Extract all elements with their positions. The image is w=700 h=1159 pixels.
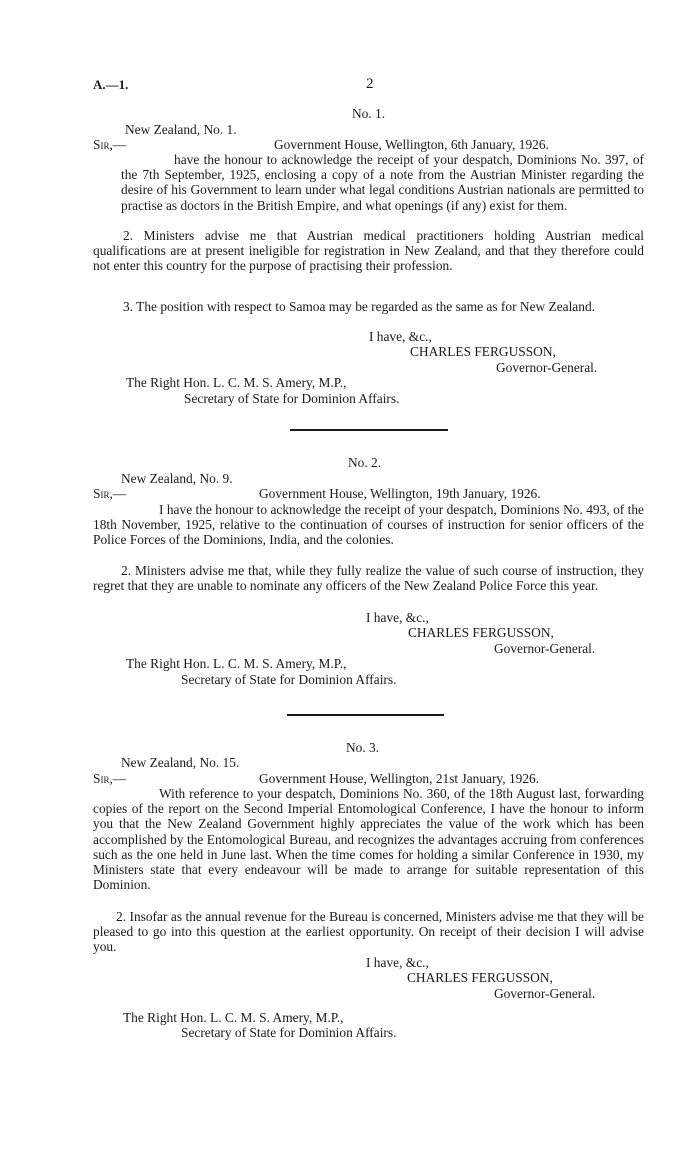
place-date: Government House, Wellington, 6th January, 1926. <box>274 137 549 152</box>
salutation: Sir,— <box>93 486 127 501</box>
paragraph-1: With reference to your despatch, Dominions No. 360, of the 18th August last, forwarding copies of the report on the Second Imperial Entomological Conference, I have the honour to inform you that the New Zealand Government highly appreciates the value of the work which has been accomplished by the Entomological Bureau, and recognizes the advantages accruing from conferences such as the one held in June last. When the time comes for holding a similar Conference in 1930, my Ministers state that every endeavour will be made to arrange for suitable representation of this Dominion. <box>93 786 644 893</box>
paragraph-2: 2. Ministers advise me that, while they fully realize the value of such course of instruction, they regret that they are unable to nominate any officers of the New Zealand Police Force this year. <box>93 563 644 594</box>
addressee: The Right Hon. L. C. M. S. Amery, M.P., <box>126 656 347 671</box>
addressee-title: Secretary of State for Dominion Affairs. <box>181 672 397 687</box>
despatch-number: No. 3. <box>346 740 380 755</box>
paragraph-1: I have the honour to acknowledge the receipt of your despatch, Dominions No. 493, of the 18th November, 1925, relative to the continuation of courses of instruction for senior officers of the Police Forces of the Dominions, India, and the colonies. <box>93 502 644 548</box>
section-divider <box>290 429 448 431</box>
paragraph-1: have the honour to acknowledge the receipt of your despatch, Dominions No. 397, of the 7th September, 1925, enclosing a copy of a note from the Austrian Minister regarding the desire of his Government to learn under what legal conditions Austrian nationals are permitted to practise as doctors in the British Empire, and what openings (if any) exist for them. <box>121 152 644 213</box>
section-divider <box>287 714 444 716</box>
addressee-title: Secretary of State for Dominion Affairs. <box>184 391 400 406</box>
closing: I have, &c., <box>366 610 429 625</box>
signatory: CHARLES FERGUSSON, <box>410 344 556 359</box>
place-date: Government House, Wellington, 19th January, 1926. <box>259 486 541 501</box>
despatch-reference: New Zealand, No. 15. <box>121 755 240 770</box>
document-reference: A.—1. <box>93 77 129 92</box>
paragraph-2: 2. Ministers advise me that Austrian medical practitioners holding Austrian medical qualifications are at present ineligible for registration in New Zealand, and that they therefore could not enter this country for the purpose of practising their profession. <box>93 228 644 274</box>
paragraph-2: 2. Insofar as the annual revenue for the Bureau is concerned, Ministers advise me that they will be pleased to go into this question at the earliest opportunity. On receipt of their decision I will advise you. <box>93 909 644 955</box>
signatory-title: Governor-General. <box>494 641 596 656</box>
page-number: 2 <box>366 76 374 92</box>
salutation: Sir,— <box>93 137 127 152</box>
addressee-title: Secretary of State for Dominion Affairs. <box>181 1025 397 1040</box>
signatory: CHARLES FERGUSSON, <box>407 970 553 985</box>
addressee: The Right Hon. L. C. M. S. Amery, M.P., <box>126 375 347 390</box>
despatch-reference: New Zealand, No. 1. <box>125 122 237 137</box>
signatory-title: Governor-General. <box>494 986 596 1001</box>
despatch-number: No. 1. <box>352 106 386 121</box>
closing: I have, &c., <box>366 955 429 970</box>
paragraph-3: 3. The position with respect to Samoa may be regarded as the same as for New Zealand. <box>123 299 595 314</box>
place-date: Government House, Wellington, 21st January, 1926. <box>259 771 540 786</box>
closing: I have, &c., <box>369 329 432 344</box>
salutation: Sir,— <box>93 771 127 786</box>
addressee: The Right Hon. L. C. M. S. Amery, M.P., <box>123 1010 344 1025</box>
despatch-number: No. 2. <box>348 455 382 470</box>
signatory-title: Governor-General. <box>496 360 598 375</box>
signatory: CHARLES FERGUSSON, <box>408 625 554 640</box>
despatch-reference: New Zealand, No. 9. <box>121 471 233 486</box>
